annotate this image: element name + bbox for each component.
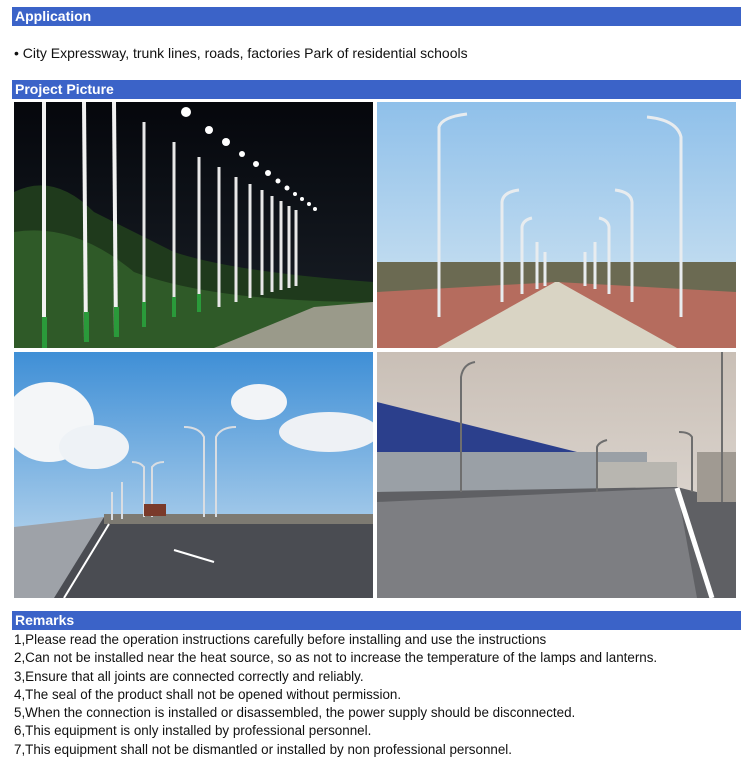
industrial-road-street-lights-photo (377, 352, 736, 598)
night-street-lights-photo (14, 102, 373, 348)
remark-item: 6,This equipment is only installed by professional personnel. (14, 723, 372, 739)
remark-item: 3,Ensure that all joints are connected correctly and reliably. (14, 668, 364, 684)
application-heading: Application (12, 7, 741, 26)
highway-street-lights-photo (14, 352, 373, 598)
project-picture-heading: Project Picture (12, 80, 741, 99)
remark-item: 4,The seal of the product shall not be opened without permission. (14, 686, 402, 702)
remark-item: 7,This equipment shall not be dismantled or installed by non professional personnel. (14, 741, 512, 757)
remark-item: 2,Can not be installed near the heat source, so as not to increase the temperature of the lamps and lanterns. (14, 650, 658, 666)
remarks-list (14, 631, 657, 759)
daytime-road-street-lights-photo (377, 102, 736, 348)
application-text: • City Expressway, trunk lines, roads, factories Park of residential schools (14, 45, 468, 61)
remark-item: 1,Please read the operation instructions carefully before installing and use the instructions (14, 632, 547, 647)
remark-item: 5,When the connection is installed or disassembled, the power supply should be disconnected. (14, 705, 576, 721)
remarks-heading: Remarks (12, 611, 741, 630)
